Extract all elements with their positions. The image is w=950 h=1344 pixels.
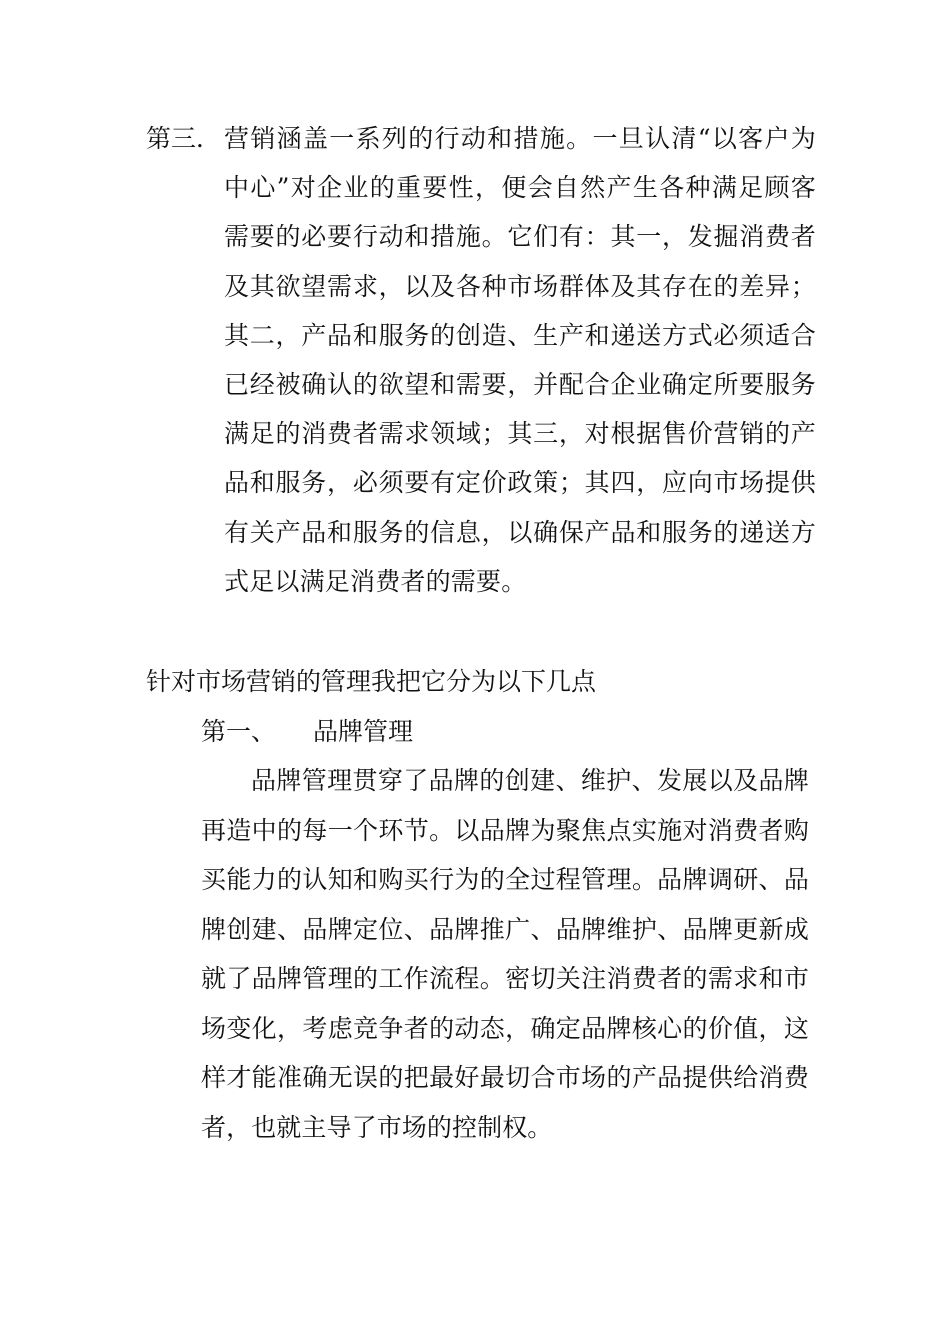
point-three-label: 第三． [146, 124, 222, 153]
brand-management-paragraph: 品牌管理贯穿了品牌的创建、维护、发展以及品牌再造中的每一个环节。以品牌为聚焦点实施对消费者购买能力的认知和购买行为的全过程管理。品牌调研、品牌创建、品牌定位、品牌推广、品牌维护、品牌更新成就了品牌管理的工作流程。密切关注消费者的需求和市场变化，考虑竞争者的动态，确定品牌核心的价值，这样才能准确无误的把最好最切合市场的产品提供给消费者，也就主导了市场的控制权。 [201, 766, 809, 1142]
heading-title: 品牌管理 [313, 717, 414, 746]
point-three-row [146, 114, 816, 606]
section-heading [201, 710, 413, 754]
point-three-text: 营销涵盖一系列的行动和措施。一旦认清“以客户为中心”对企业的重要性，便会自然产生各种满足顾客需要的必要行动和措施。它们有：其一，发掘消费者及其欲望需求，以及各种市场群体及其存在的差异；其二，产品和服务的创造、生产和递送方式必须适合已经被确认的欲望和需要，并配合企业确定所要服务满足的消费者需求领域；其三，对根据售价营销的产品和服务，必须要有定价政策；其四，应向市场提供有关产品和服务的信息，以确保产品和服务的递送方式足以满足消费者的需要。 [224, 124, 816, 596]
heading-number: 第一、 [201, 717, 277, 746]
point-three [146, 114, 816, 606]
section-intro: 针对市场营销的管理我把它分为以下几点 [146, 667, 597, 696]
